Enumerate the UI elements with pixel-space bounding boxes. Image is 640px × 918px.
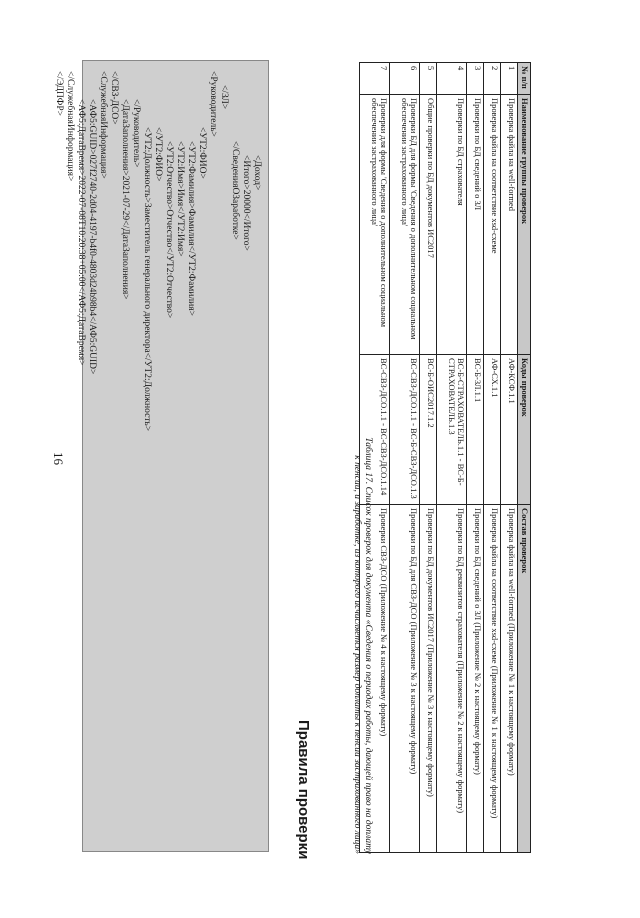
cell-group-name: Проверка файла на well-formed xyxy=(501,95,518,355)
table-row xyxy=(360,63,390,853)
xml-line: <УТ2:Отчество>Отчество</УТ2:Отчество> xyxy=(164,141,174,319)
cell-group-name: Проверки по БД страхователя xyxy=(437,95,467,355)
header-composition: Состав проверок xyxy=(518,505,531,853)
table-row xyxy=(467,63,484,853)
cell-group-name: Проверки БД для формы 'Сведения о дополнительном социальном обеспечении застрахованного лица' xyxy=(390,95,420,355)
cell-group-name: Проверка файла на соответствие xsd-схеме xyxy=(484,95,501,355)
cell-group-name: Проверки для формы 'Сведения о дополнительном социальном обеспечении застрахованного лица' xyxy=(360,95,390,355)
xml-line: </СВЗ-ДСО> xyxy=(109,71,119,125)
cell-codes: ВС-Б-СТРАХОВАТЕЛЬ.1.1 - ВС-Б-СТРАХОВАТЕЛЬ.1.3 xyxy=(437,355,467,505)
cell-codes: АФ-СХ.1.1 xyxy=(484,355,501,505)
cell-group-name: Общие проверки по БД документов ИС2017 xyxy=(420,95,437,355)
cell-number: 3 xyxy=(467,63,484,95)
xml-line: <Итого>20000</Итого> xyxy=(241,155,251,251)
cell-composition: Проверки по БД документов ИС2017 (Приложение № 3 к настоящему формату) xyxy=(420,505,437,853)
xml-line: <СлужебнаяИнформация> xyxy=(98,71,108,179)
caption-line-1: Таблица 17. Список проверок для документа «Сведения о периодах работы, дающей право на доплату xyxy=(363,437,373,854)
cell-composition: Проверка файла на соответствие xsd-схеме (Приложение № 1 к настоящему формату) xyxy=(484,505,501,853)
table-row xyxy=(420,63,437,853)
page-number: 16 xyxy=(51,452,66,465)
xml-line: <УТ2:Фамилия>Фамилия</УТ2:Фамилия> xyxy=(186,141,196,316)
header-group-name: Наименование группы проверок xyxy=(518,95,531,355)
xml-line: <УТ2:Должность>Заместитель генерального директора</УТ2:Должность> xyxy=(142,127,152,432)
section-title: Правила проверки xyxy=(295,720,312,860)
cell-number: 1 xyxy=(501,63,518,95)
xml-line: <АФ5:ДатаВремя>2022-07-08T10:20:38+05:00</АФ5:ДатаВремя> xyxy=(76,99,86,366)
cell-composition: Проверки по БД для СВЗ-ДСО (Приложение № 3 к настоящему формату) xyxy=(390,505,420,853)
xml-line: <УТ2:Имя>Имя</УТ2:Имя> xyxy=(175,141,185,257)
cell-codes: ВС-СВЗ-ДСО.1.1 - ВС-СВЗ-ДСО.1.14 xyxy=(360,355,390,505)
xml-line: <УТ2:ФИО> xyxy=(197,127,207,179)
xml-line: </УТ2:ФИО> xyxy=(153,127,163,182)
cell-composition: Проверки по БД реквизитов страхователя (Приложение № 2 к настоящему формату) xyxy=(437,505,467,853)
cell-number: 4 xyxy=(437,63,467,95)
caption-line-2: к пенсии, и заработке, из которого исчисляется размер доплаты к пенсии застрахованного лица» xyxy=(352,455,362,854)
header-codes: Коды проверок xyxy=(518,355,531,505)
table-header-row xyxy=(518,63,531,853)
xml-line: <Руководитель> xyxy=(208,71,218,137)
cell-number: 5 xyxy=(420,63,437,95)
table-row xyxy=(501,63,518,853)
cell-number: 7 xyxy=(360,63,390,95)
xml-line: </СлужебнаяИнформация> xyxy=(65,71,75,182)
cell-number: 2 xyxy=(484,63,501,95)
cell-number: 6 xyxy=(390,63,420,95)
cell-codes: ВС-СВЗ-ДСО.1.1 - ВС-Б-СВЗ-ДСО.1.3 xyxy=(390,355,420,505)
xml-line: </ЭДПФР> xyxy=(54,71,64,116)
xml-line: <АФ5:GUID>027f2740-2d04-4197-b4f0-4803d24b98b4</АФ5:GUID> xyxy=(87,99,97,375)
cell-codes: ВС-Б-ОИС2017.1.2 xyxy=(420,355,437,505)
cell-codes: ВС-Б-ЗЛ.1.1 xyxy=(467,355,484,505)
checks-table xyxy=(359,62,531,852)
xml-line: </ЗЛ> xyxy=(219,85,229,110)
cell-composition: Проверка файла на well-formed (Приложение № 1 к настоящему формату) xyxy=(501,505,518,853)
xml-line: </Руководитель> xyxy=(131,99,141,168)
cell-composition: Проверки СВЗ-ДСО (Приложение № 4 к настоящему формату) xyxy=(360,505,390,853)
header-number: № п/п xyxy=(518,63,531,95)
xml-line: <Доход> xyxy=(252,155,262,191)
table-row xyxy=(484,63,501,853)
cell-codes: АФ-КСФ.1.1 xyxy=(501,355,518,505)
table-row xyxy=(437,63,467,853)
xml-line: <ДатаЗаполнения>2021-07-29</ДатаЗаполнения> xyxy=(120,99,130,300)
cell-group-name: Проверки по БД сведений о ЗЛ xyxy=(467,95,484,355)
cell-composition: Проверки по БД сведений о ЗЛ (Приложение № 2 к настоящему формату) xyxy=(467,505,484,853)
xml-line: </СведенияОЗаработке> xyxy=(230,141,240,240)
table-row xyxy=(390,63,420,853)
